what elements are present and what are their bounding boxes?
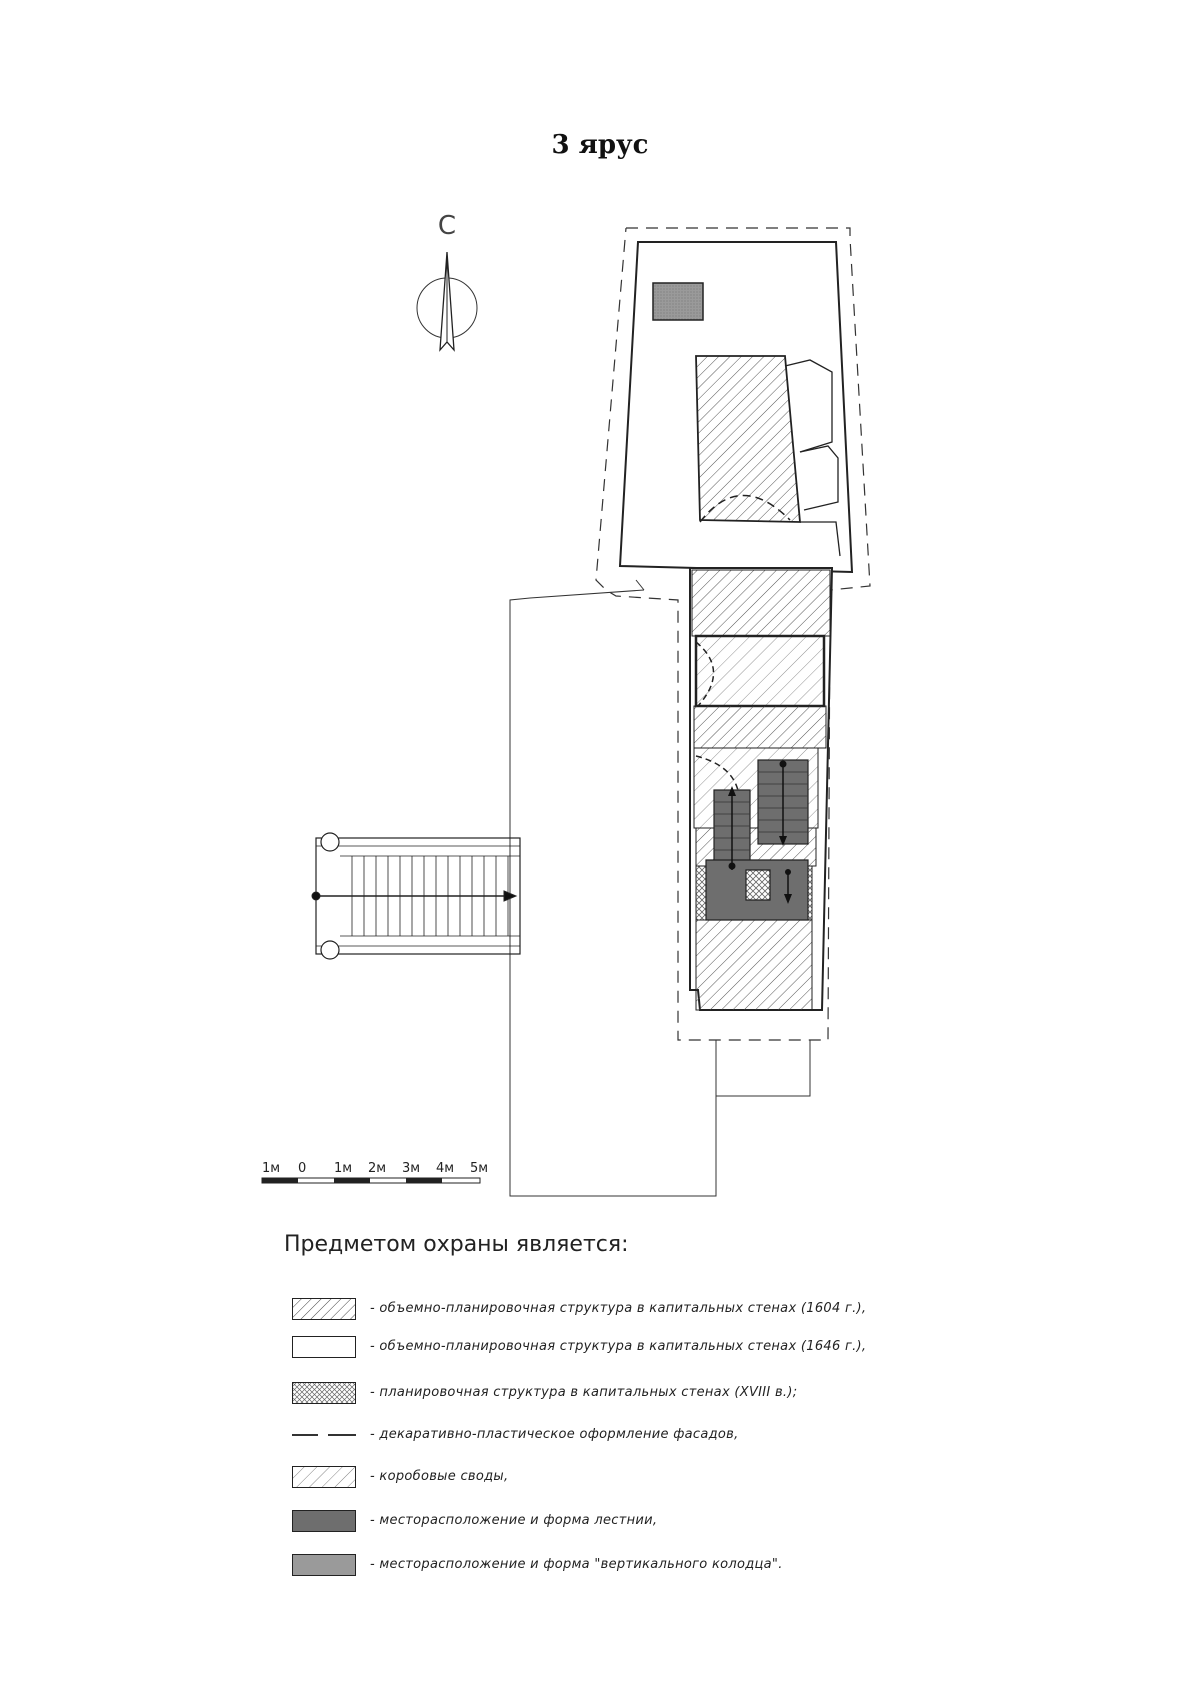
legend-item [292,1382,912,1408]
legend-label: - планировочная структура в капитальных стенах (XVIII в.); [370,1385,798,1400]
hatch-light-swatch [292,1466,356,1488]
legend-item [292,1424,912,1450]
blank-swatch [292,1336,356,1358]
scale-label: 0 [298,1161,307,1176]
legend-label: - объемно-планировочная структура в капитальных стенах (1646 г.), [370,1339,867,1354]
scale-label: 5м [470,1161,489,1176]
scale-label: 3м [402,1161,421,1176]
dashed-line-swatch [292,1424,356,1446]
dark-fill-swatch [292,1510,356,1532]
crosshatch-swatch [292,1382,356,1404]
legend-label: - декаративно-пластическое оформление фасадов, [370,1427,739,1442]
legend-label: - месторасположение и форма "вертикального колодца". [370,1557,783,1572]
legend-label: - объемно-планировочная структура в капитальных стенах (1604 г.), [370,1301,867,1316]
lower-tower [690,568,832,1010]
legend-label: - коробовые своды, [370,1469,509,1484]
legend-item [292,1554,912,1580]
legend-item [292,1336,912,1362]
scale-label: 2м [368,1161,387,1176]
scale-label: 4м [436,1161,455,1176]
legend-heading: Предметом охраны является: [284,1232,629,1257]
external-gallery [312,833,520,959]
upper-block [620,242,852,572]
north-label: С [437,211,457,241]
north-arrow-icon [417,211,477,350]
legend-label: - месторасположение и форма лестнии, [370,1513,658,1528]
legend-item [292,1466,912,1492]
scale-label: 1м [262,1161,281,1176]
legend-item [292,1298,912,1324]
vertical-well [653,283,703,320]
grey-fill-swatch [292,1554,356,1576]
scale-bar [262,1161,488,1183]
legend-item [292,1510,912,1536]
hatch-diagonal-swatch [292,1298,356,1320]
scale-label: 1м [334,1161,353,1176]
page-title: 3 ярус [551,130,649,160]
